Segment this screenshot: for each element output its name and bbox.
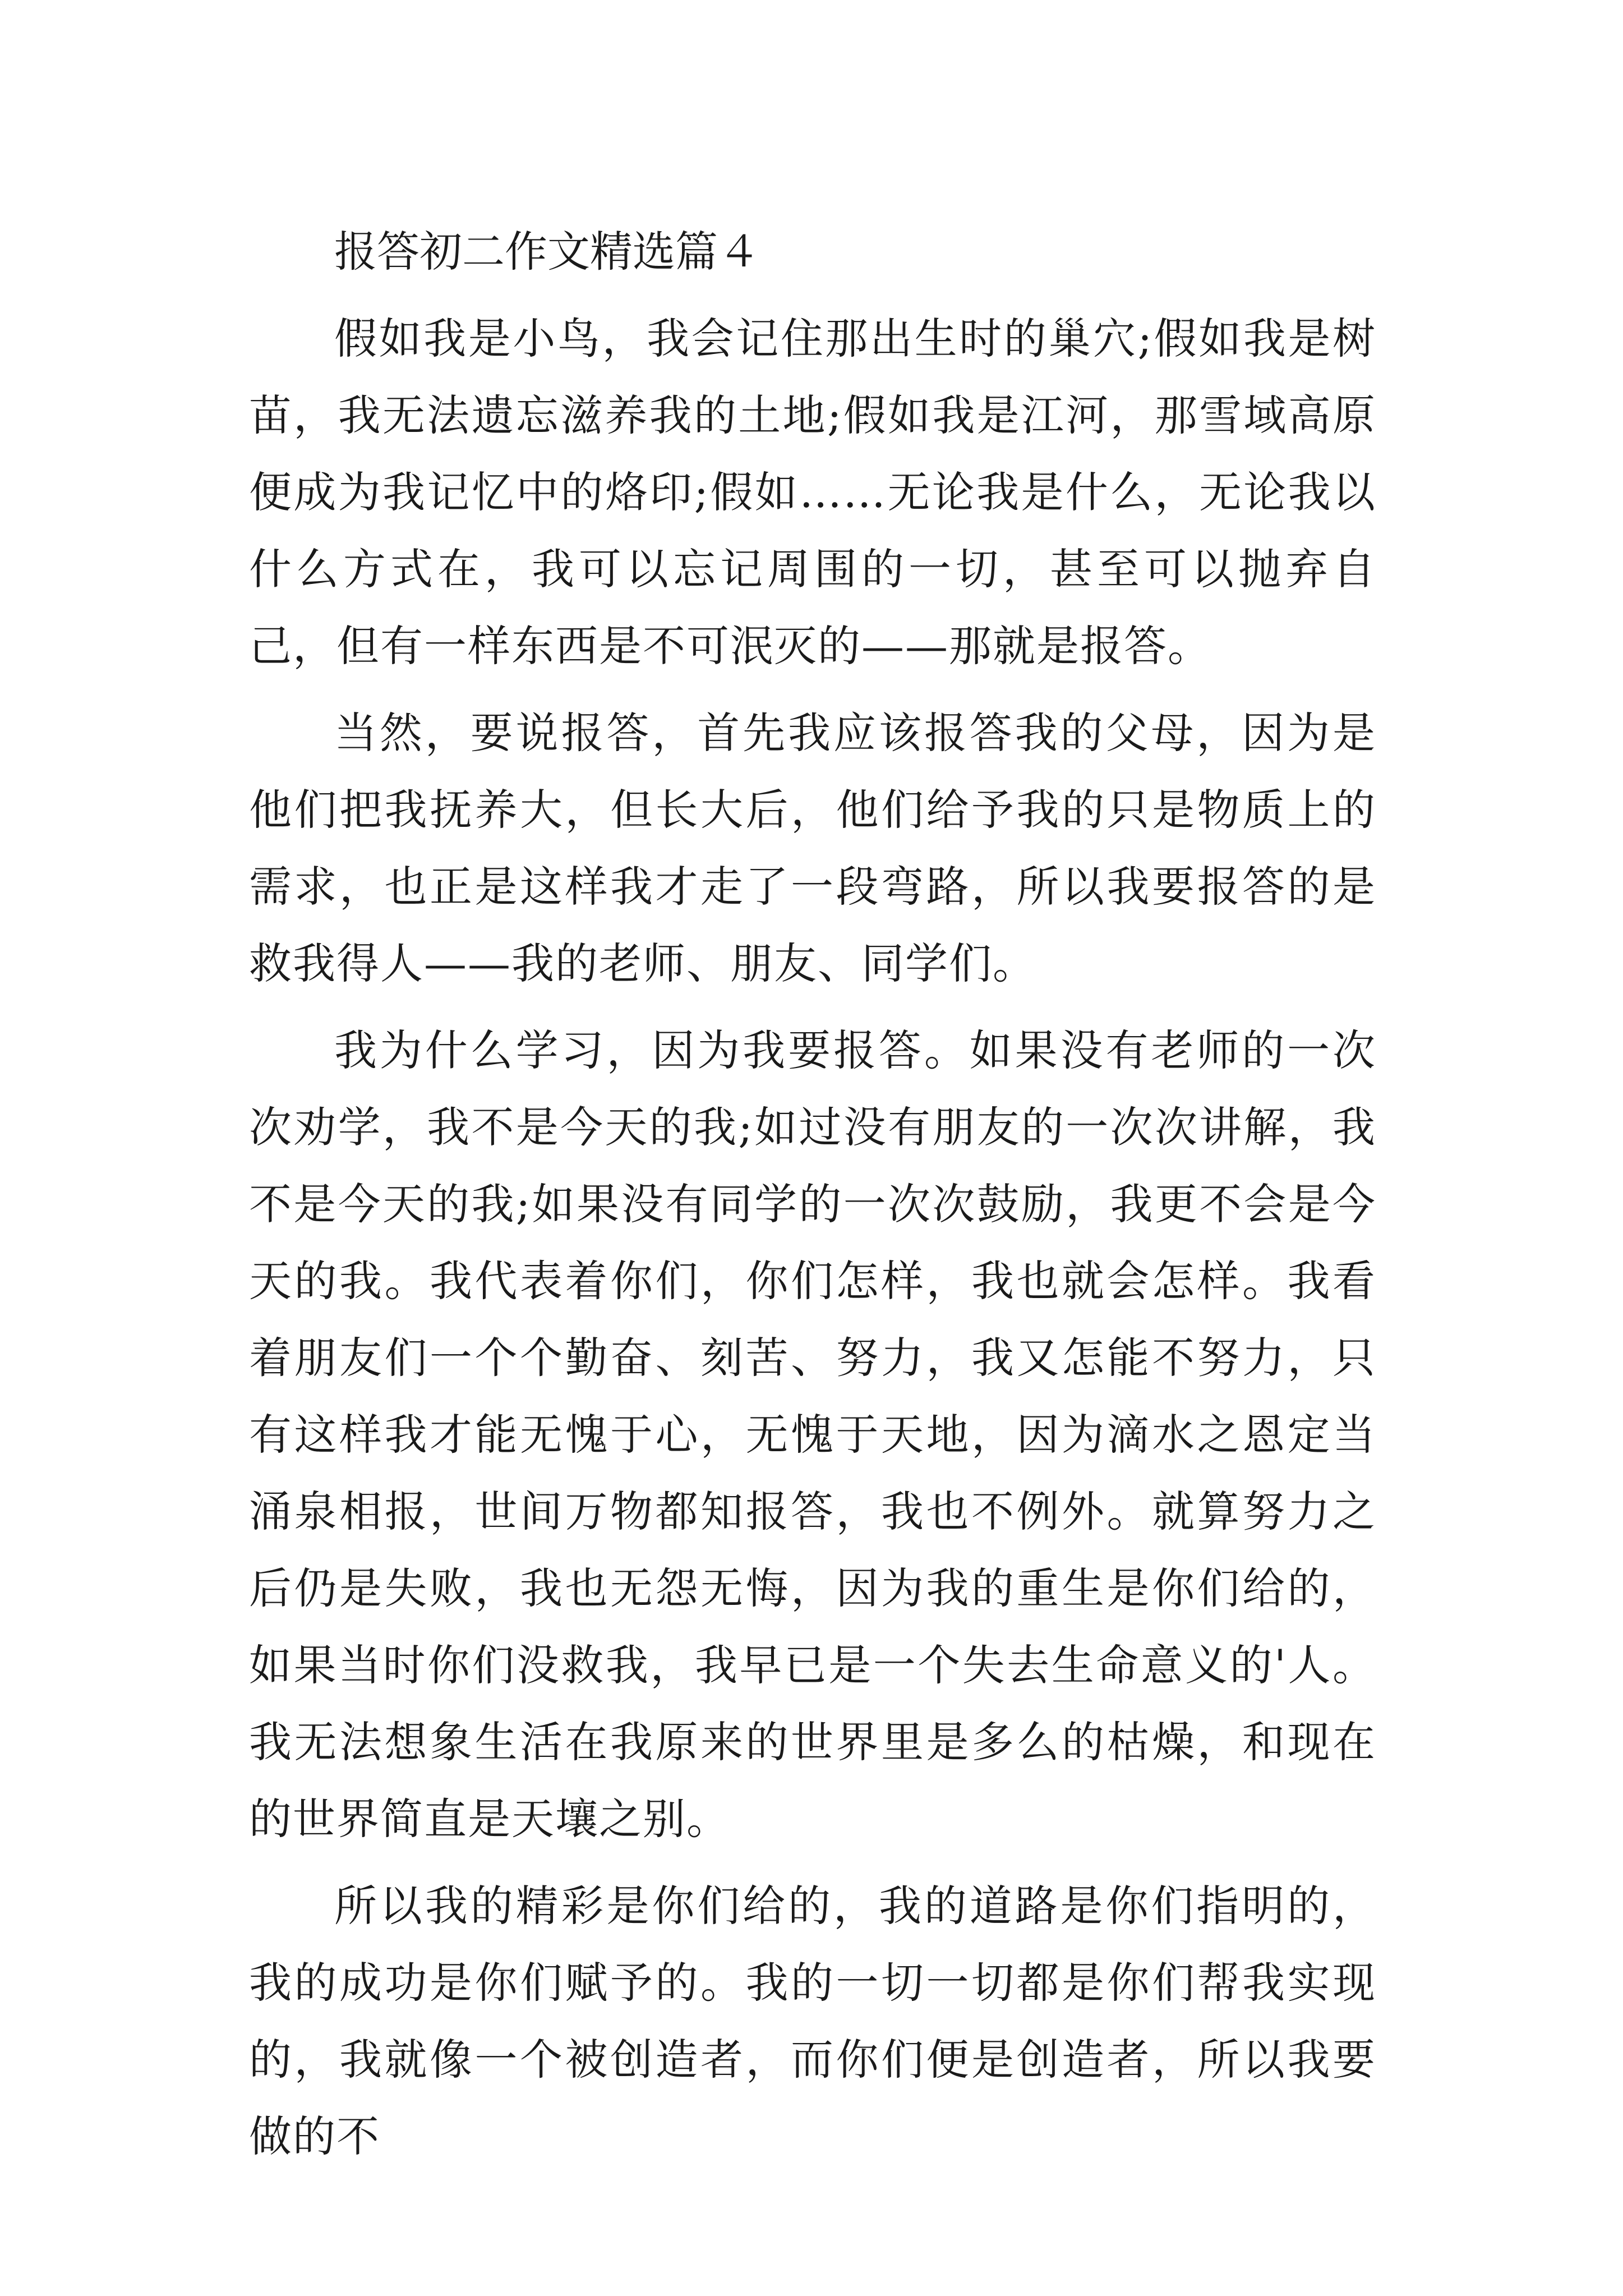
paragraph-3: 我为什么学习，因为我要报答。如果没有老师的一次次劝学，我不是今天的我;如过没有朋友的一次次讲解，我不是今天的我;如果没有同学的一次次鼓励，我更不会是今天的我。我代表着你们，你们怎样，我也就会怎样。我看着朋友们一个个勤奋、刻苦、努力，我又怎能不努力，只有这样我才能无愧于心，无愧于天地，因为滴水之恩定当涌泉相报，世间万物都知报答，我也不例外。就算努力之后仍是失败，我也无怨无悔，因为我的重生是你们给的，如果当时你们没救我，我早已是一个失去生命意义的'人。我无法想象生活在我原来的世界里是多么的枯燥，和现在的世界简直是天壤之别。: [249, 1025, 1376, 1844]
document-body: [249, 213, 1376, 2175]
paragraph-4: 所以我的精彩是你们给的，我的道路是你们指明的，我的成功是你们赋予的。我的一切一切都是你们帮我实现的，我就像一个被创造者，而你们便是创造者，所以我要做的不: [249, 1881, 1376, 2161]
paragraph-2: 当然，要说报答，首先我应该报答我的父母，因为是他们把我抚养大，但长大后，他们给予我的只是物质上的需求，也正是这样我才走了一段弯路，所以我要报答的是救我得人——我的老师、朋友、同学们。: [249, 708, 1376, 988]
document-title: 报答初二作文精选篇４: [334, 227, 760, 277]
paragraph-1: 假如我是小鸟，我会记住那出生时的巢穴;假如我是树苗，我无法遗忘滋养我的土地;假如我是江河，那雪域高原便成为我记忆中的烙印;假如……无论我是什么，无论我以什么方式在，我可以忘记周围的一切，甚至可以抛弃自己，但有一样东西是不可泯灭的——那就是报答。: [249, 314, 1376, 671]
